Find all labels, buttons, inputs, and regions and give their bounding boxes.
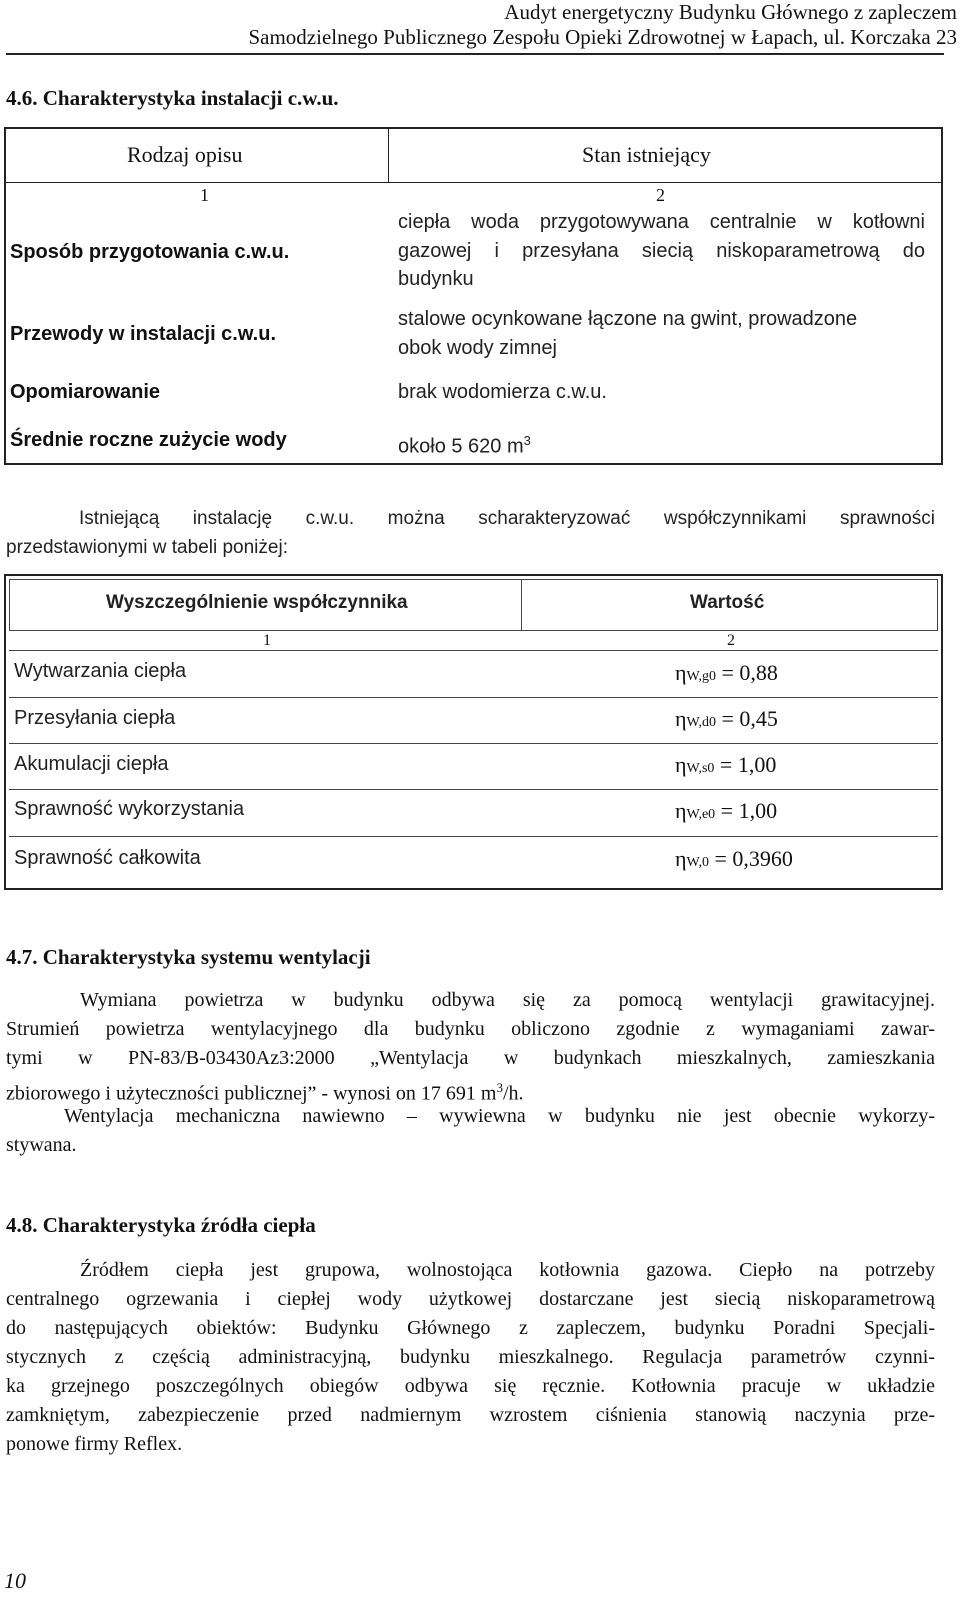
row-label-generation: Wytwarzania ciepła	[14, 660, 187, 682]
row-value-transmission	[675, 706, 778, 732]
row-value-preparation-method-line-2: gazowej i przesyłana siecią niskoparametrową do	[398, 240, 925, 262]
ventilation-line-3: tymi w PN-83/B-03430Az3:2000 „Wentylacja w budynkach mieszkalnych, zamieszkania	[6, 1047, 935, 1069]
row-value-accumulation	[675, 752, 776, 778]
eta-symbol: η	[675, 660, 687, 685]
column-number-2: 2	[727, 632, 735, 649]
row-rule	[9, 836, 938, 837]
heat-source-line-6: zamkniętym, zabezpieczenie przed nadmiernym wzrostem ciśnienia stanowią naczynia prze-	[6, 1404, 935, 1426]
header-line-2: Samodzielnego Publicznego Zespołu Opieki Zdrowotnej w Łapach, ul. Korczaka 23	[248, 25, 957, 49]
column-number-1: 1	[263, 632, 271, 649]
row-label-pipes: Przewody w instalacji c.w.u.	[10, 323, 277, 345]
row-value-preparation-method-line-3: budynku	[398, 268, 474, 290]
row-label-metering: Opomiarowanie	[10, 381, 161, 403]
intro-line-2: przedstawionymi w tabeli poniżej:	[6, 537, 288, 558]
ventilation-line-1: Wymiana powietrza w budynku odbywa się za pomocą wentylacji grawitacyjnej.	[80, 989, 935, 1011]
cubic-exponent: 3	[496, 1080, 503, 1095]
coefficient-value: = 1,00	[720, 798, 778, 823]
column-number-1: 1	[200, 185, 209, 205]
row-label-accumulation: Akumulacji ciepła	[14, 753, 169, 775]
heat-source-line-2: centralnego ogrzewania i ciepłej wody użytkowej dostarczane jest siecią niskoparametrową	[6, 1288, 935, 1310]
eta-symbol: η	[675, 752, 687, 777]
column-number-2: 2	[656, 185, 665, 205]
row-rule	[9, 789, 938, 790]
installation-table	[4, 127, 943, 465]
ventilation-line-5: Wentylacja mechaniczna nawiewno – wywiewna w budynku nie jest obecnie wykorzy-	[64, 1105, 935, 1127]
row-label-transmission: Przesyłania ciepła	[14, 707, 176, 729]
coefficient-value: = 0,45	[721, 706, 778, 731]
row-label-preparation-method: Sposób przygotowania c.w.u.	[10, 241, 290, 263]
header-column-divider	[521, 579, 522, 631]
heat-source-line-1: Źródłem ciepła jest grupowa, wolnostojąca kotłownia gazowa. Ciepło na potrzeby	[80, 1259, 935, 1281]
page-number: 10	[4, 1568, 26, 1593]
row-value-total-efficiency	[675, 846, 793, 872]
column-header-value: Wartość	[690, 592, 765, 613]
column-header-existing-state: Stan istniejący	[582, 142, 711, 167]
header-rule	[6, 53, 944, 55]
ventilation-line-4-text: zbiorowego i użyteczności publicznej” - wynosi on 17 691 m	[6, 1082, 497, 1105]
section-4-6-title: 4.6. Charakterystyka instalacji c.w.u.	[6, 86, 339, 110]
row-label-annual-water-use: Średnie roczne zużycie wody	[10, 429, 287, 451]
table-column-divider	[388, 129, 389, 182]
annual-water-use-value: około 5 620 m	[398, 435, 524, 458]
section-4-7-title: 4.7. Charakterystyka systemu wentylacji	[6, 945, 371, 969]
eta-subscript: W,0	[686, 855, 709, 870]
coefficient-value: = 0,3960	[714, 846, 793, 871]
ventilation-line-6: stywana.	[6, 1134, 77, 1156]
heat-source-line-4: stycznych z częścią administracyjną, budynku mieszkalnego. Regulacja parametrów czynni-	[6, 1346, 935, 1368]
heat-source-line-7: ponowe firmy Reflex.	[6, 1433, 183, 1455]
eta-subscript: W,e0	[686, 807, 716, 822]
row-rule	[9, 743, 938, 744]
heat-source-line-3: do następujących obiektów: Budynku Głównego z zapleczem, budynku Poradni Specjali-	[6, 1317, 935, 1339]
row-value-metering: brak wodomierza c.w.u.	[398, 381, 607, 403]
header-line-1: Audyt energetyczny Budynku Głównego z zapleczem	[504, 0, 957, 24]
row-value-pipes-line-1: stalowe ocynkowane łączone na gwint, prowadzone	[398, 308, 858, 330]
row-label-total-efficiency: Sprawność całkowita	[14, 847, 201, 869]
eta-symbol: η	[675, 798, 687, 823]
eta-subscript: W,g0	[686, 669, 716, 684]
row-rule	[9, 697, 938, 698]
row-value-preparation-method-line-1: ciepła woda przygotowywana centralnie w kotłowni	[398, 211, 925, 233]
heat-source-line-5: ka grzejnego poszczególnych obiegów odbywa się ręcznie. Kotłownia pracuje w układzie	[6, 1375, 935, 1397]
efficiency-table	[4, 574, 943, 890]
eta-subscript: W,d0	[686, 715, 716, 730]
eta-symbol: η	[675, 706, 687, 731]
cubic-exponent: 3	[523, 433, 531, 448]
column-header-description-type: Rodzaj opisu	[127, 142, 243, 167]
row-value-annual-water-use	[398, 426, 531, 462]
row-value-generation	[675, 660, 778, 686]
ventilation-line-2: Strumień powietrza wentylacyjnego dla budynku obliczono zgodnie z wymaganiami zawar-	[6, 1018, 935, 1040]
column-header-coefficient: Wyszczególnienie współczynnika	[106, 592, 408, 613]
header-bottom-rule	[9, 650, 938, 651]
table-header-divider	[6, 182, 941, 183]
coefficient-value: = 1,00	[719, 752, 777, 777]
row-label-utilization: Sprawność wykorzystania	[14, 798, 245, 820]
section-4-8-title: 4.8. Charakterystyka źródła ciepła	[6, 1213, 316, 1237]
ventilation-line-4-unit: /h.	[502, 1082, 524, 1105]
eta-symbol: η	[675, 846, 687, 871]
row-value-pipes-line-2: obok wody zimnej	[398, 337, 557, 359]
eta-subscript: W,s0	[686, 761, 715, 776]
row-value-utilization	[675, 798, 777, 824]
intro-line-1: Istniejącą instalację c.w.u. można scharakteryzować współczynnikami sprawności	[79, 508, 935, 529]
coefficient-value: = 0,88	[721, 660, 778, 685]
